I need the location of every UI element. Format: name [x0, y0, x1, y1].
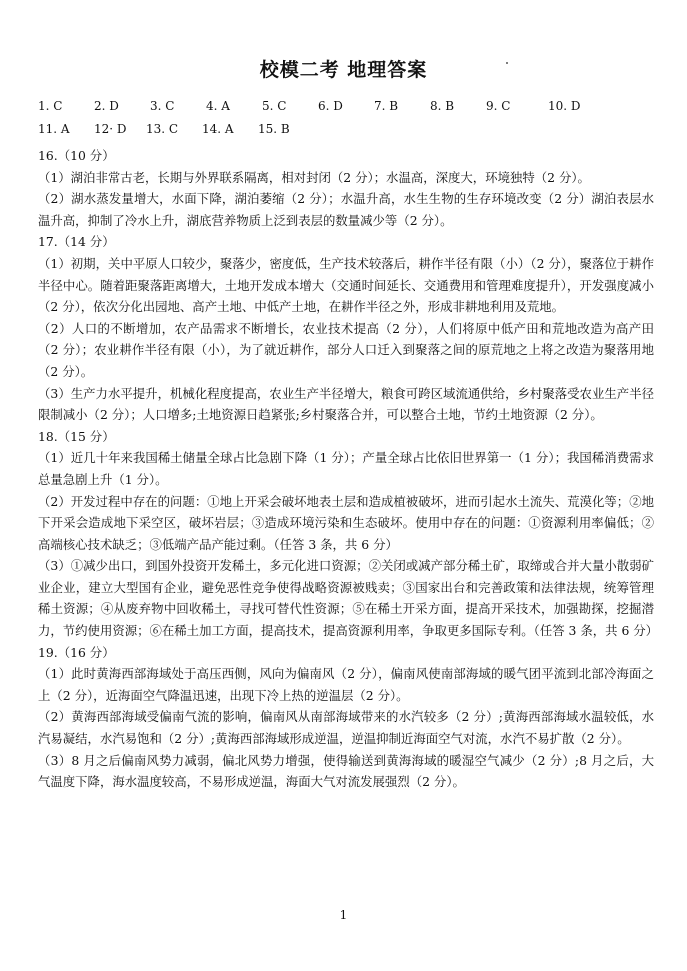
answer-body [38, 145, 659, 793]
mc-answer: 1. C [38, 99, 63, 113]
q18-answer-2: （2）开发过程中存在的问题：①地上开采会破坏地表土层和造成植被破坏，进而引起水土流失、荒漠化等；②地下开采会造成地下采空区，破坏岩层；③造成环境污染和生态破坏。使用中存在的问题：①资源利用率偏低；②高端核心技术缺乏；③低端产品产能过剩。（任答 3 条，共 6 分） [38, 493, 654, 552]
q19-heading: 19.（16 分） [38, 644, 115, 660]
mc-answer: 5. C [262, 99, 287, 113]
mc-answer: 10. D [548, 99, 581, 113]
q16-answer-1: （1）湖泊非常古老，长期与外界联系隔离，相对封闭（2 分）；水温高，深度大，环境独特（2 分）。 [38, 169, 590, 185]
mc-answer: 12· D [94, 122, 127, 136]
mc-answer: 14. A [202, 122, 234, 136]
document-title: 校模二考 地理答案 [259, 59, 428, 81]
q17-heading: 17.（14 分） [38, 234, 115, 250]
mc-answer: 13. C [146, 122, 179, 136]
mc-answer: 3. C [150, 99, 175, 113]
q16-heading: 16.（10 分） [38, 148, 115, 163]
q19-answer-1: （1）此时黄海西部海域处于高压西侧，风向为偏南风（2 分），偏南风使南部海域的暖气团平流到北部冷海面之上（2 分），近海面空气降温迅速，出现下冷上热的逆温层（2 分）。 [38, 666, 654, 703]
q16-answer-2: （2）湖水蒸发量增大，水面下降，湖泊萎缩（2 分）；水温升高，水生生物的生存环境改变（2 分）湖泊表层水温升高，抑制了冷水上升，湖底营养物质上泛到表层的数量减少等（2 分）。 [38, 191, 654, 228]
q18-answer-1: （1）近几十年来我国稀土储量全球占比急剧下降（1 分）；产量全球占比依旧世界第一（1 分）；我国稀消费需求总量急剧上升（1 分）。 [38, 450, 654, 487]
q17-answer-2: （2）人口的不断增加，农产品需求不断增长，农业技术提高（2 分），人们将原中低产田和荒地改造为高产田（2 分）；农业耕作半径有限（小），为了就近耕作，部分人口迁入到聚落之间的原荒地之上将之改造为聚落用地（2 分）。 [38, 320, 654, 379]
stray-dot [506, 62, 508, 64]
page-number: 1 [339, 908, 348, 922]
mc-answer: 8. B [430, 99, 455, 113]
q18-heading: 18.（15 分） [38, 428, 115, 444]
q19-answer-3: （3）8 月之后偏南风势力减弱，偏北风势力增强，使得输送到黄海海域的暖湿空气减少（2 分）;8 月之后，大气温度下降，海水温度较高，不易形成逆温，海面大气对流发展强烈（2 分）。 [38, 752, 654, 790]
mc-answer: 15. B [258, 122, 290, 136]
mc-answer: 11. A [38, 122, 70, 136]
q17-answer-3: （3）生产力水平提升，机械化程度提高，农业生产半径增大，粮食可跨区域流通供给，乡村聚落受农业生产半径限制减小（2 分）；人口增多;土地资源日趋紧张;乡村聚落合并，可以整合土地，节约土地资源（2 分）。 [38, 385, 654, 423]
mc-answer: 9. C [486, 99, 511, 113]
q18-answer-3: （3）①减少出口，到国外投资开发稀土，多元化进口资源；②关闭或减产部分稀土矿，取缔或合并大量小散弱矿业企业，建立大型国有企业，避免恶性竞争使得战略资源被贱卖；③国家出台和完善政策和法律法规，统筹管理稀土资源；④从废弃物中回收稀土，寻找可替代性资源；⑤在稀土开采方面，提高开采技术，加强勘探，挖掘潜力，节约使用资源；⑥在稀土加工方面，提高技术，提高资源利用率，争取更多国际专利。（任答 3 条，共 6 分） [38, 558, 659, 639]
mc-answer: 7. B [374, 99, 399, 113]
mc-answer: 2. D [94, 99, 119, 113]
q17-answer-1: （1）初期，关中平原人口较少，聚落少，密度低，生产技术较落后，耕作半径有限（小）（2 分），聚落位于耕作半径中心。随着距聚落距离增大，土地开发成本增大（交通时间延长、交通费用和管理难度提升），开发强度减小（2 分），依次分化出园地、高产土地、中低产土地，在耕作半径之外，形成非耕地利用及荒地。 [38, 255, 654, 315]
mc-answer: 6. D [318, 99, 343, 113]
q19-answer-2: （2）黄海西部海域受偏南气流的影响，偏南风从南部海域带来的水汽较多（2 分）;黄海西部海域水温较低，水汽易凝结，水汽易饱和（2 分）;黄海西部海域形成逆温，逆温抑制近海面空气对流，水汽不易扩散（2 分）。 [38, 709, 654, 747]
mc-answer: 4. A [206, 99, 230, 113]
